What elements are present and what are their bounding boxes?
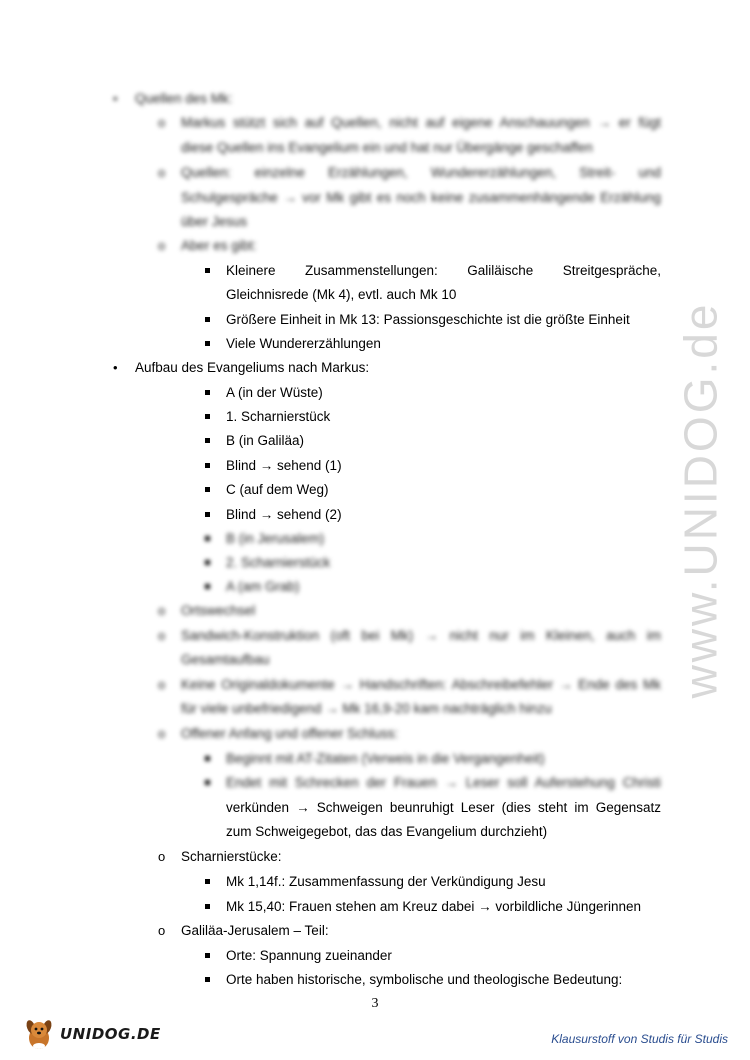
dog-icon — [22, 1016, 56, 1052]
square-bullet-icon — [205, 977, 210, 982]
circle-bullet-icon: o — [158, 923, 166, 938]
text-line: zum Schweigegebot, das das Evangelium durchzieht) — [226, 824, 548, 839]
text-line: Aber es gibt: — [181, 238, 257, 253]
text-line: Quellen des Mk: — [135, 91, 233, 106]
logo-text: UNIDOG.DE — [60, 1025, 161, 1043]
page-number: 3 — [371, 996, 379, 1011]
circle-bullet-icon: o — [158, 115, 166, 130]
text-line: Offener Anfang und offener Schluss: — [181, 726, 399, 741]
text-line: Größere Einheit in Mk 13: Passionsgeschichte ist die größte Einheit — [226, 312, 630, 327]
text-line: Keine Originaldokumente → Handschriften: Abschreibefehler → Ende des Mk — [181, 677, 661, 692]
text-line: Markus stützt sich auf Quellen, nicht auf eigene Anschauungen → er fügt — [181, 115, 661, 130]
text-line: Quellen: einzelne Erzählungen, Wundererzählungen, Streit- und — [181, 165, 661, 180]
square-bullet-icon — [205, 780, 210, 785]
text-line: Scharnierstücke: — [181, 849, 282, 864]
circle-bullet-icon: o — [158, 165, 166, 180]
text-line: Endet mit Schrecken der Frauen → Leser soll Auferstehung Christi — [226, 775, 661, 790]
text-line: Beginnt mit AT-Zitaten (Verweis in die Vergangenheit) — [226, 751, 545, 766]
square-bullet-icon — [205, 953, 210, 958]
text-line: für viele unbefriedigend → Mk 16,9-20 kam nachträglich hinzu — [181, 701, 552, 716]
square-bullet-icon — [205, 268, 210, 273]
text-line: A (in der Wüste) — [226, 385, 323, 400]
text-line: Schulgespräche → vor Mk gibt es noch keine zusammenhängende Erzählung — [181, 190, 661, 205]
text-line: Blind → sehend (1) — [226, 458, 342, 473]
circle-bullet-icon: o — [158, 238, 166, 253]
circle-bullet-icon: o — [158, 677, 166, 692]
footer-tagline: Klausurstoff von Studis für Studis — [551, 1032, 728, 1046]
square-bullet-icon — [205, 512, 210, 517]
text-line: Blind → sehend (2) — [226, 507, 342, 522]
text-line: B (in Galiläa) — [226, 433, 305, 448]
square-bullet-icon — [205, 414, 210, 419]
square-bullet-icon — [205, 487, 210, 492]
text-line: Sandwich-Konstruktion (oft bei Mk) → nicht nur im Kleinen, auch im — [181, 628, 661, 643]
text-line: Mk 15,40: Frauen stehen am Kreuz dabei → vorbildliche Jüngerinnen — [226, 899, 641, 914]
text-line: Galiläa-Jerusalem – Teil: — [181, 923, 329, 938]
bullet-icon: • — [113, 360, 118, 375]
text-line: Kleinere Zusammenstellungen: Galiläische Streitgespräche, — [226, 263, 661, 278]
square-bullet-icon — [205, 341, 210, 346]
text-line: Viele Wundererzählungen — [226, 336, 381, 351]
square-bullet-icon — [205, 904, 210, 909]
circle-bullet-icon: o — [158, 628, 166, 643]
unidog-logo — [22, 1014, 161, 1054]
text-line: 1. Scharnierstück — [226, 409, 331, 424]
square-bullet-icon — [205, 317, 210, 322]
square-bullet-icon — [205, 390, 210, 395]
text-line: Ortswechsel — [181, 603, 256, 618]
text-line: Aufbau des Evangeliums nach Markus: — [135, 360, 370, 375]
square-bullet-icon — [205, 879, 210, 884]
square-bullet-icon — [205, 560, 210, 565]
text-line: A (am Grab) — [226, 579, 300, 594]
text-line: B (in Jerusalem) — [226, 531, 325, 546]
square-bullet-icon — [205, 438, 210, 443]
text-line: Gleichnisrede (Mk 4), evtl. auch Mk 10 — [226, 287, 457, 302]
text-line: Mk 1,14f.: Zusammenfassung der Verkündigung Jesu — [226, 874, 546, 889]
circle-bullet-icon: o — [158, 849, 166, 864]
circle-bullet-icon: o — [158, 603, 166, 618]
text-line: C (auf dem Weg) — [226, 482, 329, 497]
watermark: www.UNIDOG.de — [674, 301, 727, 699]
text-line: verkünden → Schweigen beunruhigt Leser (dies steht im Gegensatz — [226, 800, 661, 815]
text-line: Gesamtaufbau — [181, 652, 270, 667]
text-line: diese Quellen ins Evangelium ein und hat nur Übergänge geschaffen — [181, 140, 593, 155]
square-bullet-icon — [205, 584, 210, 589]
square-bullet-icon — [205, 463, 210, 468]
text-line: Orte: Spannung zueinander — [226, 948, 392, 963]
square-bullet-icon — [205, 756, 210, 761]
bullet-icon: • — [113, 91, 118, 106]
text-line: 2. Scharnierstück — [226, 555, 331, 570]
text-line: Orte haben historische, symbolische und theologische Bedeutung: — [226, 972, 623, 987]
circle-bullet-icon: o — [158, 726, 166, 741]
text-line: über Jesus — [181, 214, 248, 229]
square-bullet-icon — [205, 536, 210, 541]
